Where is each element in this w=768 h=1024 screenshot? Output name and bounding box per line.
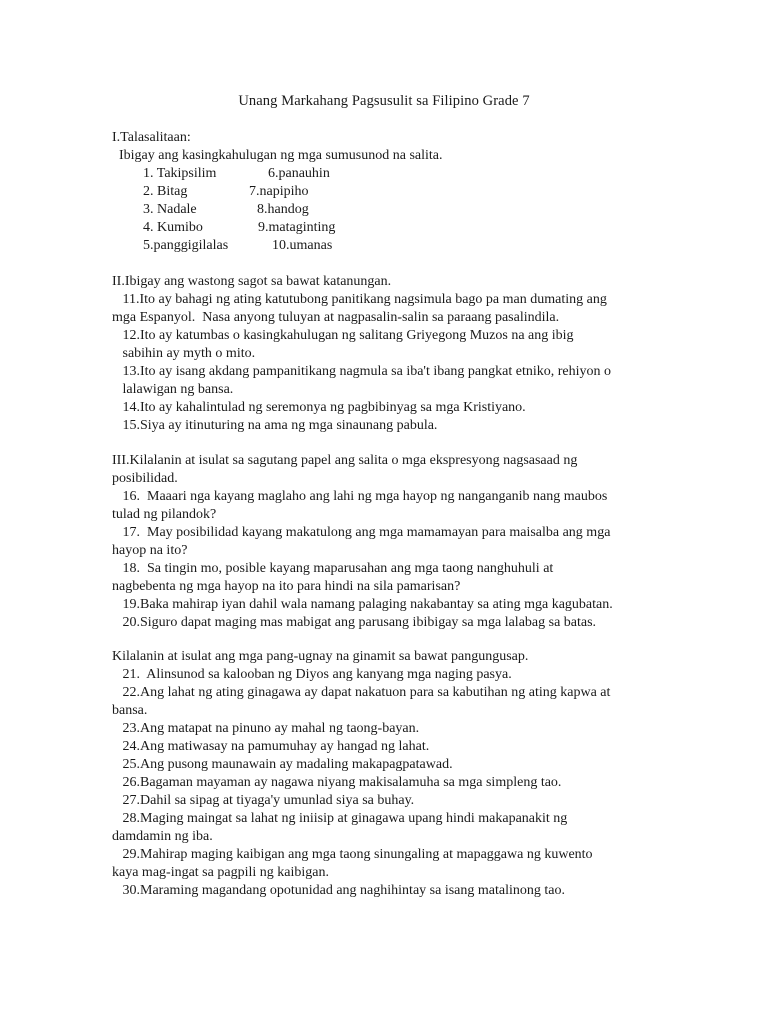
question-item: 29.Mahirap maging kaibigan ang mga taong sinungaling at mapaggawa ng kuwento <box>112 847 593 862</box>
question-item-cont: sabihin ay myth o mito. <box>112 346 256 361</box>
question-item: 17. May posibilidad kayang makatulong ang mga mamamayan para maisalba ang mga <box>112 525 611 540</box>
vocabulary-item: 9.mataginting <box>258 220 336 235</box>
vocabulary-item: 5.panggigilalas <box>143 238 229 253</box>
question-item: 24.Ang matiwasay na pamumuhay ay hangad ng lahat. <box>112 739 430 754</box>
question-item: 28.Maging maingat sa lahat ng iniisip at ginagawa upang hindi makapanakit ng <box>112 811 568 826</box>
section-instruction: Ibigay ang kasingkahulugan ng mga sumusunod na salita. <box>112 148 443 163</box>
question-item: 20.Siguro dapat maging mas mabigat ang parusang ibibigay sa mga lalabag sa batas. <box>112 615 597 630</box>
question-item: 12.Ito ay katumbas o kasingkahulugan ng salitang Griyegong Muzos na ang ibig <box>112 328 574 343</box>
question-item: 16. Maaari nga kayang maglaho ang lahi ng mga hayop ng nanganganib nang maubos <box>112 489 608 504</box>
section-heading: Kilalanin at isulat ang mga pang-ugnay na ginamit sa bawat pangungusap. <box>112 649 529 664</box>
question-item: 23.Ang matapat na pinuno ay mahal ng taong-bayan. <box>112 721 420 736</box>
question-item-cont: hayop na ito? <box>112 543 188 558</box>
question-item: 30.Maraming magandang opotunidad ang naghihintay sa isang matalinong tao. <box>112 883 565 898</box>
question-item: 11.Ito ay bahagi ng ating katutubong panitikang nagsimula bago pa man dumating ang <box>112 292 607 307</box>
vocabulary-item: 3. Nadale <box>143 202 197 217</box>
question-item: 19.Baka mahirap iyan dahil wala namang palaging nakabantay sa ating mga kagubatan. <box>112 597 613 612</box>
question-item-cont: damdamin ng iba. <box>112 829 213 844</box>
vocabulary-item: 2. Bitag <box>143 184 188 199</box>
question-item: 26.Bagaman mayaman ay nagawa niyang makisalamuha sa mga simpleng tao. <box>112 775 562 790</box>
question-item: 13.Ito ay isang akdang pampanitikang nagmula sa iba't ibang pangkat etniko, rehiyon o <box>112 364 612 379</box>
question-item: 22.Ang lahat ng ating ginagawa ay dapat nakatuon para sa kabutihan ng ating kapwa at <box>112 685 611 700</box>
section-heading-cont: posibilidad. <box>112 471 178 486</box>
section-connectives <box>112 648 672 900</box>
question-item: 21. Alinsunod sa kalooban ng Diyos ang kanyang mga naging pasya. <box>112 667 512 682</box>
question-item: 27.Dahil sa sipag at tiyaga'y umunlad siya sa buhay. <box>112 793 415 808</box>
vocabulary-item: 1. Takipsilim <box>143 166 217 181</box>
vocabulary-item: 10.umanas <box>272 238 333 253</box>
section-questions <box>112 273 672 435</box>
question-item-cont: lalawigan ng bansa. <box>112 382 234 397</box>
section-heading: II.Ibigay ang wastong sagot sa bawat katanungan. <box>112 274 392 289</box>
question-item: 25.Ang pusong maunawain ay madaling makapagpatawad. <box>112 757 453 772</box>
question-item: 15.Siya ay itinuturing na ama ng mga sinaunang pabula. <box>112 418 438 433</box>
vocabulary-item: 7.napipiho <box>249 184 309 199</box>
vocabulary-item: 8.handog <box>257 202 309 217</box>
vocabulary-item: 6.panauhin <box>268 166 330 181</box>
section-heading: I.Talasalitaan: <box>112 130 191 145</box>
question-item-cont: nagbebenta ng mga hayop na ito para hindi na sila pamarisan? <box>112 579 461 594</box>
question-item-cont: bansa. <box>112 703 148 718</box>
question-item-cont: kaya mag-ingat sa pagpili ng kaibigan. <box>112 865 329 880</box>
question-item-cont: tulad ng pilandok? <box>112 507 217 522</box>
question-item: 14.Ito ay kahalintulad ng seremonya ng pagbibinyag sa mga Kristiyano. <box>112 400 526 415</box>
section-possibility <box>112 452 672 632</box>
section-heading: III.Kilalanin at isulat sa sagutang papel ang salita o mga ekspresyong nagsasaad ng <box>112 453 578 468</box>
section-vocabulary <box>112 129 672 165</box>
vocabulary-item: 4. Kumibo <box>143 220 203 235</box>
question-item-cont: mga Espanyol. Nasa anyong tuluyan at nagpasalin-salin sa paraang pasalindila. <box>112 310 560 325</box>
page-title: Unang Markahang Pagsusulit sa Filipino Grade 7 <box>238 93 530 109</box>
question-item: 18. Sa tingin mo, posible kayang maparusahan ang mga taong nanghuhuli at <box>112 561 554 576</box>
